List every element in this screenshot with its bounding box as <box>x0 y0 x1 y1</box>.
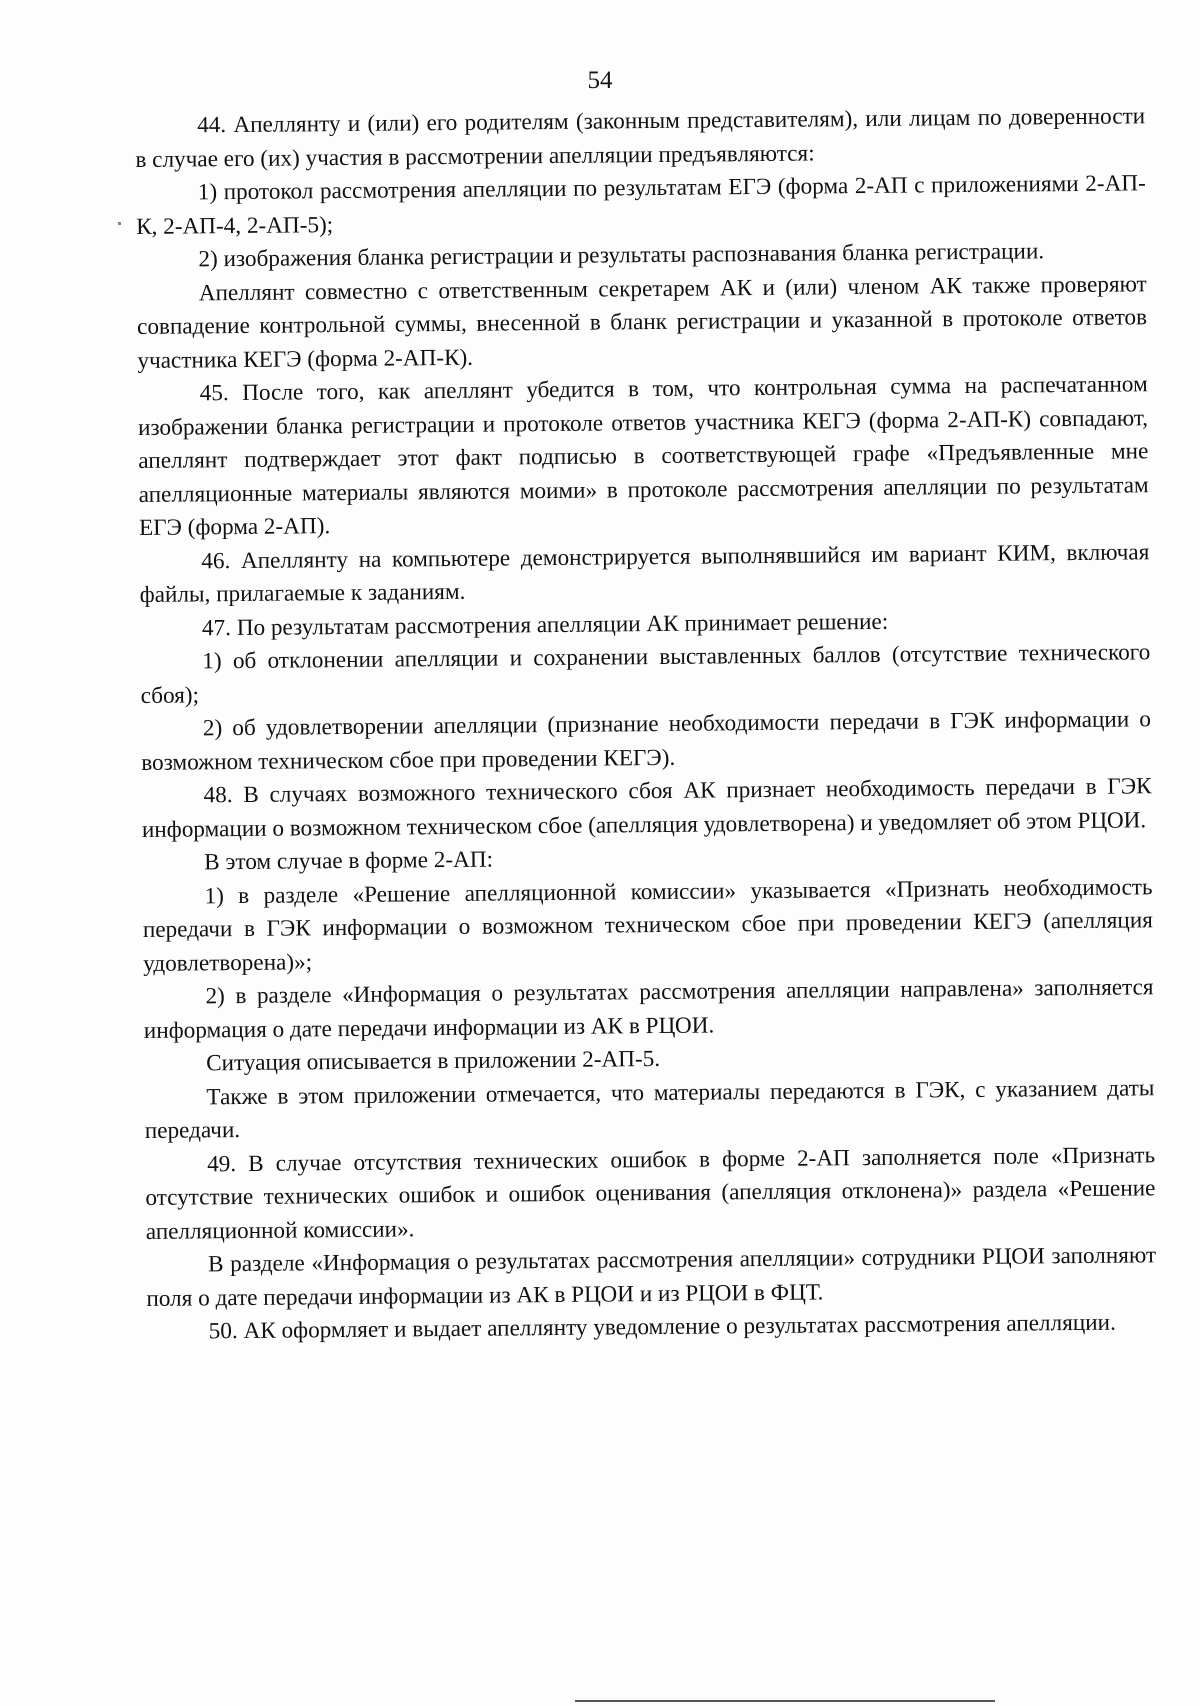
paragraph-48-item-1: 1) в разделе «Решение апелляционной комиссии» указывается «Признать необходимость передачи в ГЭК информации о возможном техническом сбое при проведении КЕГЭ (апелляция удовлетворена)»; <box>142 873 1153 977</box>
paragraph-44: 44. Апеллянту и (или) его родителям (законным представителям), или лицам по доверенности в случае его (их) участия в рассмотрении апелляции предъявляются: <box>135 103 1146 173</box>
paragraph-47: 47. По результатам рассмотрения апелляции АК принимает решение: <box>201 608 889 641</box>
paragraph-46: 46. Апеллянту на компьютере демонстрируется выполнявшийся им вариант КИМ, включая файлы, прилагаемые к заданиям. <box>139 538 1150 608</box>
paragraph-49: 49. В случае отсутствия технических ошибок в форме 2-АП заполняется поле «Признать отсутствие технических ошибок и ошибок оценивания (апелляция отклонена)» раздела «Решение апелляционной комиссии». <box>145 1141 1156 1245</box>
page-edge-line <box>575 1700 995 1702</box>
paragraph-48-case: В этом случае в форме 2-АП: <box>204 846 494 876</box>
paragraph-50: 50. АК оформляет и выдает апеллянту уведомление о результатах рассмотрения апелляции. <box>208 1309 1116 1345</box>
paragraph-44-item-1: 1) протокол рассмотрения апелляции по результатам ЕГЭ (форма 2-АП с приложениями 2-АП-К, 2-АП-4, 2-АП-5); <box>135 170 1146 240</box>
paragraph-48-item-2: 2) в разделе «Информация о результатах рассмотрения апелляции направлена» заполняется информация о дате передачи информации из АК в РЦОИ. <box>143 974 1154 1044</box>
paragraph-49-note: В разделе «Информация о результатах рассмотрения апелляции» сотрудники РЦОИ заполняют поля о дате передачи информации из АК в РЦОИ и из РЦОИ в ФЦТ. <box>146 1242 1157 1312</box>
scan-speck <box>118 222 121 225</box>
paragraph-48-note: Также в этом приложении отмечается, что материалы передаются в ГЭК, с указанием даты передачи. <box>144 1074 1155 1144</box>
paragraph-47-item-1: 1) об отклонении апелляции и сохранении выставленных баллов (отсутствие технического сбоя); <box>140 639 1151 709</box>
page-number: 54 <box>587 67 613 94</box>
paragraph-47-item-2: 2) об удовлетворении апелляции (признание необходимости передачи в ГЭК информации о возможном техническом сбое при проведении КЕГЭ). <box>141 706 1152 776</box>
paragraph-44-item-2: 2) изображения бланка регистрации и результаты распознавания бланка регистрации. <box>198 238 1045 273</box>
paragraph-48-situation: Ситуация описывается в приложении 2-АП-5. <box>206 1046 661 1077</box>
paragraph-44-note: Апеллянт совместно с ответственным секретарем АК и (или) членом АК также проверяют совпадение контрольной суммы, внесенной в бланк регистрации и указанной в протоколе ответов участника КЕГЭ (форма 2-АП-К). <box>136 270 1148 374</box>
paragraph-48: 48. В случаях возможного технического сбоя АК признает необходимость передачи в ГЭК информации о возможном техническом сбое (апелляция удовлетворена) и уведомляет об этом РЦОИ. <box>141 773 1152 843</box>
document-body <box>135 100 1157 1349</box>
paragraph-45: 45. После того, как апеллянт убедится в том, что контрольная сумма на распечатанном изображении бланка регистрации и протоколе ответов участника КЕГЭ (форма 2-АП-К) совпадают, апеллянт подтверждает этот факт подписью в соответствующей графе «Предъявленные мне апелляционные материалы являются моими» в протоколе рассмотрения апелляции по результатам ЕГЭ (форма 2-АП). <box>137 371 1149 541</box>
